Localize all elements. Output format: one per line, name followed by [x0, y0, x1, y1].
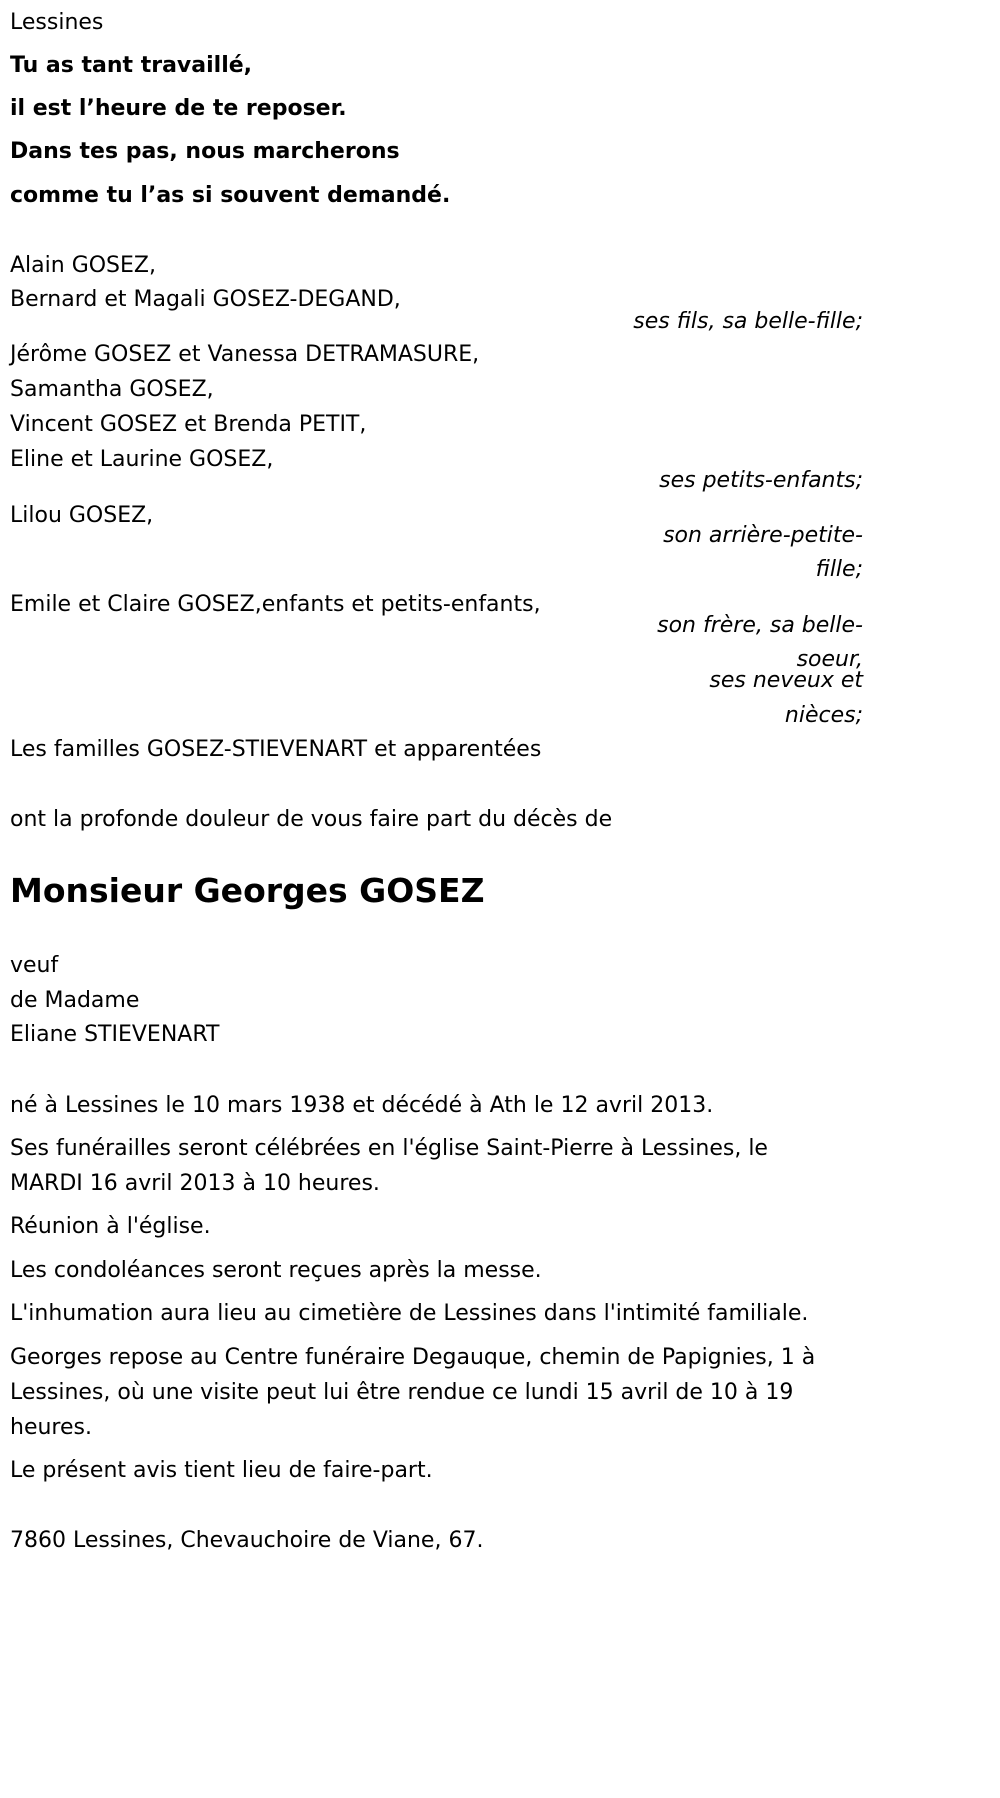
relation-label: ses neveux et: [709, 668, 863, 693]
family-member: Vincent GOSEZ et Brenda PETIT,: [10, 412, 367, 437]
family-member: Lilou GOSEZ,: [10, 503, 154, 528]
family-member: Eline et Laurine GOSEZ,: [10, 447, 274, 472]
announcement-intro: ont la profonde douleur de vous faire part du décès de: [10, 807, 613, 832]
spouse-line: Eliane STIEVENART: [10, 1022, 220, 1047]
relation-label: fille;: [815, 557, 863, 582]
viewing-text: Georges repose au Centre funéraire Degauque, chemin de Papignies, 1 à: [10, 1345, 816, 1370]
family-member: Emile et Claire GOSEZ,enfants et petits-enfants,: [10, 592, 541, 617]
relation-label: ses petits-enfants;: [659, 468, 863, 493]
spouse-line: veuf: [10, 953, 59, 978]
relation-label: son arrière-petite-: [663, 523, 863, 548]
birth-death-text: né à Lessines le 10 mars 1938 et décédé à Ath le 12 avril 2013.: [10, 1093, 714, 1118]
family-member: Bernard et Magali GOSEZ-DEGAND,: [10, 287, 401, 312]
notice-text: Le présent avis tient lieu de faire-part.: [10, 1458, 433, 1483]
relation-label: nièces;: [784, 703, 863, 728]
funeral-text: MARDI 16 avril 2013 à 10 heures.: [10, 1171, 380, 1196]
funeral-text: Ses funérailles seront célébrées en l'église Saint-Pierre à Lessines, le: [10, 1136, 768, 1161]
viewing-text: heures.: [10, 1415, 92, 1440]
family-member: Samantha GOSEZ,: [10, 377, 214, 402]
location-heading: Lessines: [10, 10, 104, 35]
meeting-text: Réunion à l'église.: [10, 1214, 211, 1239]
family-member: Jérôme GOSEZ et Vanessa DETRAMASURE,: [10, 342, 480, 367]
spouse-line: de Madame: [10, 988, 140, 1013]
family-member: Alain GOSEZ,: [10, 253, 156, 278]
family-member: Les familles GOSEZ-STIEVENART et apparentées: [10, 737, 542, 762]
poem-line: Dans tes pas, nous marcherons: [10, 139, 400, 164]
deceased-name: Monsieur Georges GOSEZ: [10, 871, 485, 910]
poem-line: Tu as tant travaillé,: [10, 53, 253, 78]
poem-line: il est l’heure de te reposer.: [10, 96, 347, 121]
burial-text: L'inhumation aura lieu au cimetière de Lessines dans l'intimité familiale.: [10, 1301, 809, 1326]
relation-label: soeur,: [796, 647, 863, 672]
condolences-text: Les condoléances seront reçues après la messe.: [10, 1258, 542, 1283]
viewing-text: Lessines, où une visite peut lui être rendue ce lundi 15 avril de 10 à 19: [10, 1380, 794, 1405]
address-text: 7860 Lessines, Chevauchoire de Viane, 67.: [10, 1528, 484, 1553]
poem-line: comme tu l’as si souvent demandé.: [10, 183, 451, 208]
relation-label: ses fils, sa belle-fille;: [633, 309, 863, 334]
relation-label: son frère, sa belle-: [657, 613, 863, 638]
